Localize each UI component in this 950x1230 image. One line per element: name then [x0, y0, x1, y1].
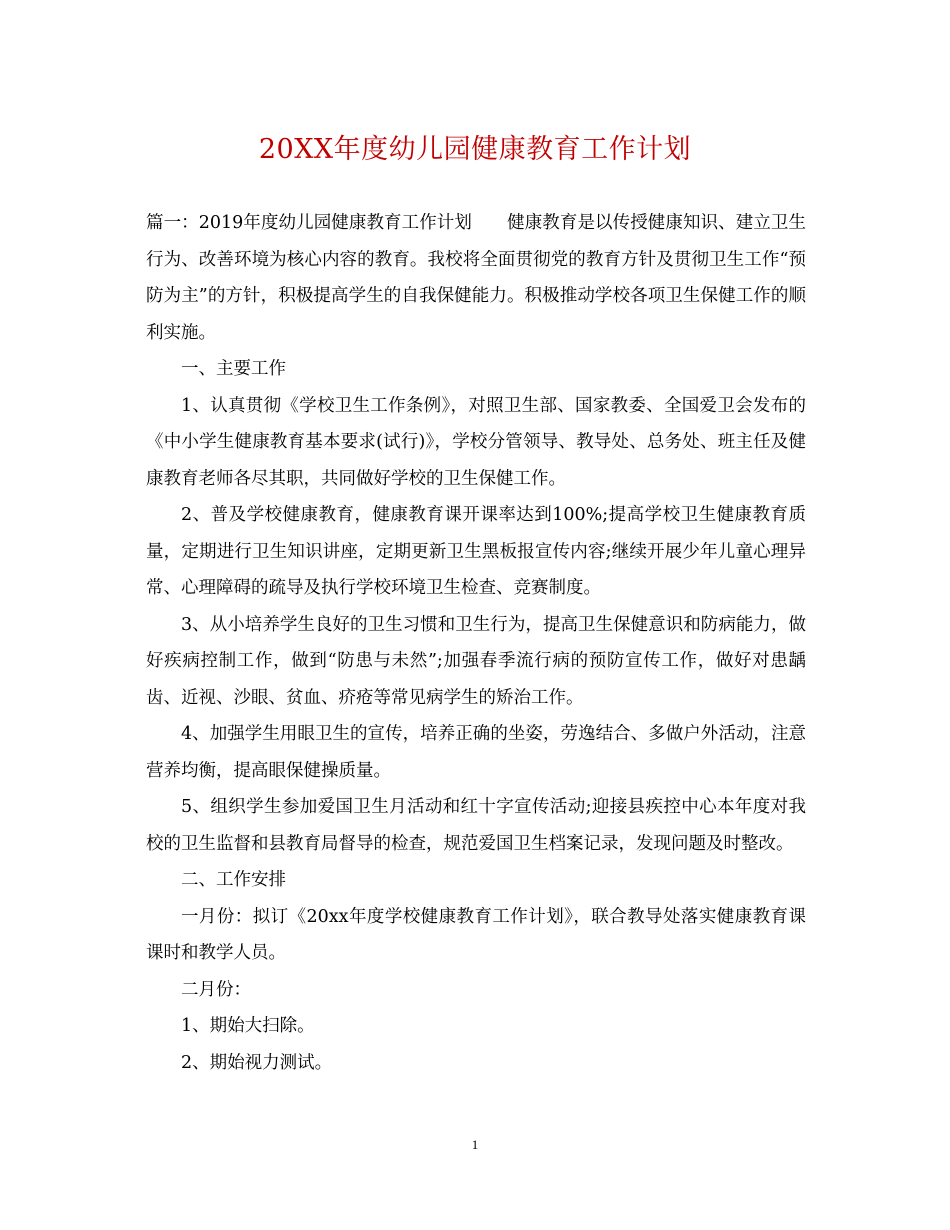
paragraph-january: 一月份：拟订《20xx年度学校健康教育工作计划》，联合教导处落实健康教育课课时和教学人员。	[146, 906, 806, 963]
paragraph-item-3: 3、从小培养学生良好的卫生习惯和卫生行为，提高卫生保健意识和防病能力，做好疾病控制工作，做到“防患与未然”;加强春季流行病的预防宣传工作，做好对患龋齿、近视、沙眼、贫血、疥疮等常见病学生的矫治工作。	[146, 614, 806, 708]
section-heading-main-work: 一、主要工作	[181, 359, 286, 379]
paragraph-february: 二月份：	[181, 979, 251, 1000]
paragraph-item-5: 5、组织学生参加爱国卫生月活动和红十字宣传活动;迎接县疾控中心本年度对我校的卫生监督和县教育局督导的检查，规范爱国卫生档案记录，发现问题及时整改。	[146, 797, 806, 854]
paragraph-february-item-1: 1、期始大扫除。	[181, 1016, 315, 1036]
document-body	[146, 205, 806, 1081]
section-heading-schedule: 二、工作安排	[181, 870, 286, 890]
paragraph-item-4: 4、加强学生用眼卫生的宣传，培养正确的坐姿，劳逸结合、多做户外活动，注意营养均衡，提高眼保健操质量。	[146, 724, 806, 781]
paragraph-item-1: 1、认真贯彻《学校卫生工作条例》，对照卫生部、国家教委、全国爱卫会发布的《中小学生健康教育基本要求(试行)》，学校分管领导、教导处、总务处、班主任及健康教育老师各尽其职，共同做好学校的卫生保健工作。	[146, 395, 806, 489]
paragraph-february-item-2: 2、期始视力测试。	[181, 1052, 333, 1073]
page-number: 1	[471, 1137, 479, 1152]
paragraph-item-2: 2、普及学校健康教育，健康教育课开课率达到100%;提高学校卫生健康教育质量，定期进行卫生知识讲座，定期更新卫生黑板报宣传内容;继续开展少年儿童心理异常、心理障碍的疏导及执行学校环境卫生检查、竞赛制度。	[146, 505, 806, 598]
intro-paragraph: 篇一：2019年度幼儿园健康教育工作计划 健康教育是以传授健康知识、建立卫生行为、改善环境为核心内容的教育。我校将全面贯彻党的教育方针及贯彻卫生工作“预防为主”的方针，积极提高学生的自我保健能力。积极推动学校各项卫生保健工作的顺利实施。	[146, 213, 806, 343]
document-title: 20XX年度幼儿园健康教育工作计划	[258, 134, 692, 165]
